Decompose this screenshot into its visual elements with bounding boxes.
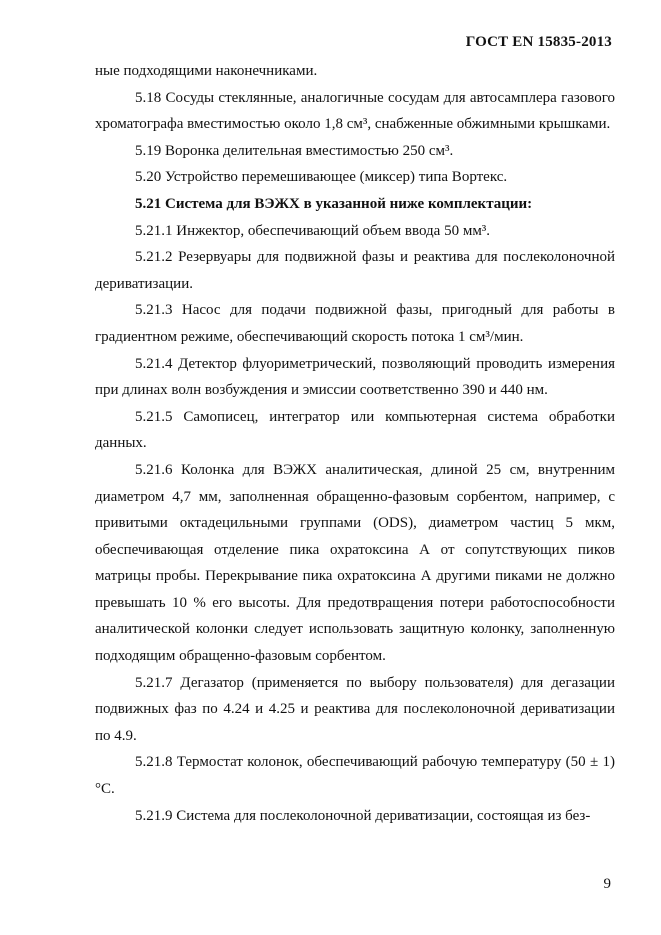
paragraph-5-21-7: 5.21.7 Дегазатор (применяется по выбору пользователя) для дегазации подвижных фаз по 4.24 и 4.25 и реактива для послеколоночной дериватизации по 4.9.	[95, 674, 615, 744]
paragraph-5-21-3: 5.21.3 Насос для подачи подвижной фазы, пригодный для работы в градиентном режиме, обеспечивающий скорость потока 1 см³/мин.	[95, 302, 615, 345]
paragraph-5-21-5: 5.21.5 Самописец, интегратор или компьютерная система обработки данных.	[95, 408, 615, 452]
paragraph-continuation: ные подходящими наконечниками.	[95, 63, 318, 79]
paragraph-5-18: 5.18 Сосуды стеклянные, аналогичные сосудам для автосамплера газового хроматографа вместимостью около 1,8 см³, снабженные обжимными крышками.	[95, 89, 615, 133]
paragraph-5-19: 5.19 Воронка делительная вместимостью 250 см³.	[135, 142, 454, 159]
document-header: ГОСТ EN 15835-2013	[465, 34, 612, 50]
paragraph-5-21-6: 5.21.6 Колонка для ВЭЖХ аналитическая, длиной 25 см, внутренним диаметром 4,7 мм, заполненная обращенно-фазовым сорбентом, например, с привитыми октадецильными группами (ODS), диаметром частиц 5 мкм, обеспечивающая отделение пика охратоксина А от сопутствующих пиков матрицы пробы. Перекрывание пика охратоксина А другими пиками не должно превышать 10 % его высоты. Для предотвращения потери работоспособности аналитической колонки следует использовать защитную колонку, заполненную подходящим обращенно-фазовым сорбентом.	[95, 461, 615, 665]
paragraph-5-21-9: 5.21.9 Система для послеколоночной дериватизации, состоящая из без-	[135, 807, 591, 824]
paragraph-5-21-2: 5.21.2 Резервуары для подвижной фазы и реактива для послеколоночной дериватизации.	[95, 249, 615, 292]
paragraph-5-21-8: 5.21.8 Термостат колонок, обеспечивающий рабочую температуру (50 ± 1) °С.	[95, 754, 615, 798]
document-body	[95, 58, 615, 829]
paragraph-5-21-4: 5.21.4 Детектор флуориметрический, позволяющий проводить измерения при длинах волн возбуждения и эмиссии соответственно 390 и 440 нм.	[95, 355, 615, 399]
paragraph-5-20: 5.20 Устройство перемешивающее (миксер) типа Вортекс.	[135, 169, 508, 186]
section-heading-5-21: 5.21 Система для ВЭЖХ в указанной ниже комплектации:	[135, 195, 533, 212]
paragraph-5-21-1: 5.21.1 Инжектор, обеспечивающий объем ввода 50 мм³.	[135, 222, 491, 239]
page-number: 9	[603, 876, 611, 892]
